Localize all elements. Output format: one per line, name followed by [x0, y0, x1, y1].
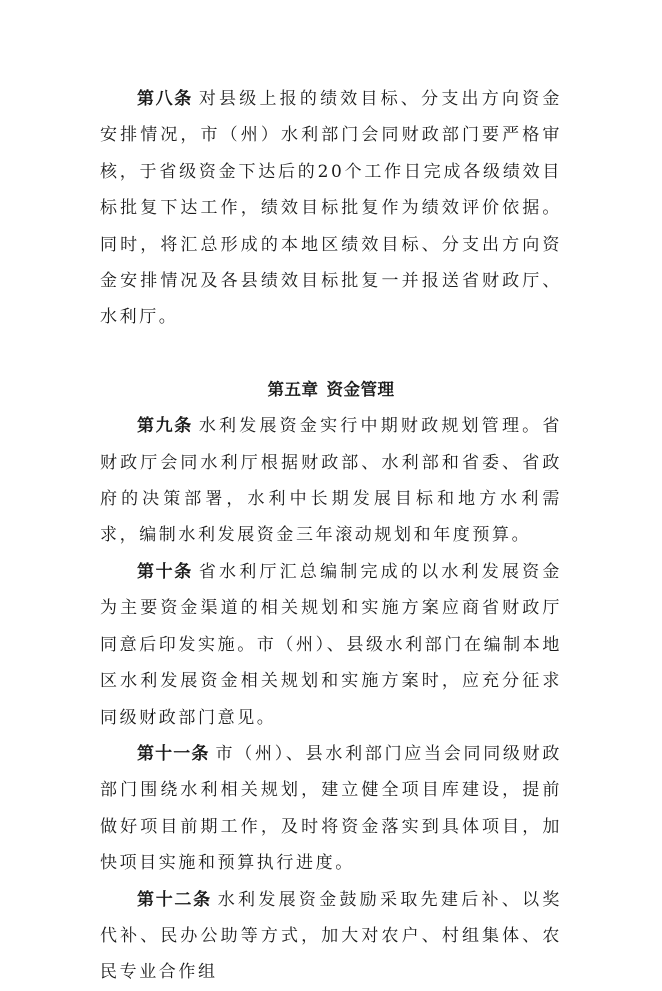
chapter-number: 第五章	[267, 379, 319, 399]
article-text: 市（州）、县水利部门应当会同同级财政部门围绕水利相关规划，建立健全项目库建设，提前做好项目前期工作，及时将资金落实到具体项目，加快项目实施和预算执行进度。	[100, 743, 562, 874]
article-number: 第十一条	[137, 743, 210, 764]
article-number: 第八条	[137, 89, 193, 109]
article-9	[100, 408, 562, 554]
article-text: 对县级上报的绩效目标、分支出方向资金安排情况，市（州）水利部门会同财政部门要严格审核，于省级资金下达后的20个工作日完成各级绩效目标批复下达工作，绩效目标批复作为绩效评价依据。同时，将汇总形成的本地区绩效目标、分支出方向资金安排情况及各县绩效目标批复一并报送省财政厅、水利厅。	[100, 89, 562, 328]
article-11	[100, 736, 562, 882]
article-number: 第十二条	[137, 889, 212, 910]
article-text: 水利发展资金鼓励采取先建后补、以奖代补、民办公助等方式，加大对农户、村组集体、农民专业合作组	[100, 889, 563, 983]
article-12	[100, 882, 562, 991]
article-text: 省水利厅汇总编制完成的以水利发展资金为主要资金渠道的相关规划和实施方案应商省财政厅同意后印发实施。市（州）、县级水利部门在编制本地区水利发展资金相关规划和实施方案时，应充分征求同级财政部门意见。	[100, 561, 562, 728]
document-page	[100, 81, 562, 991]
article-8	[100, 81, 562, 336]
article-text: 水利发展资金实行中期财政规划管理。省财政厅会同水利厅根据财政部、水利部和省委、省政府的决策部署，水利中长期发展目标和地方水利需求，编制水利发展资金三年滚动规划和年度预算。	[100, 416, 562, 546]
article-10	[100, 554, 562, 736]
article-number: 第十条	[137, 561, 193, 582]
article-number: 第九条	[137, 416, 193, 437]
chapter-title: 资金管理	[326, 379, 395, 399]
chapter-heading	[100, 336, 562, 408]
